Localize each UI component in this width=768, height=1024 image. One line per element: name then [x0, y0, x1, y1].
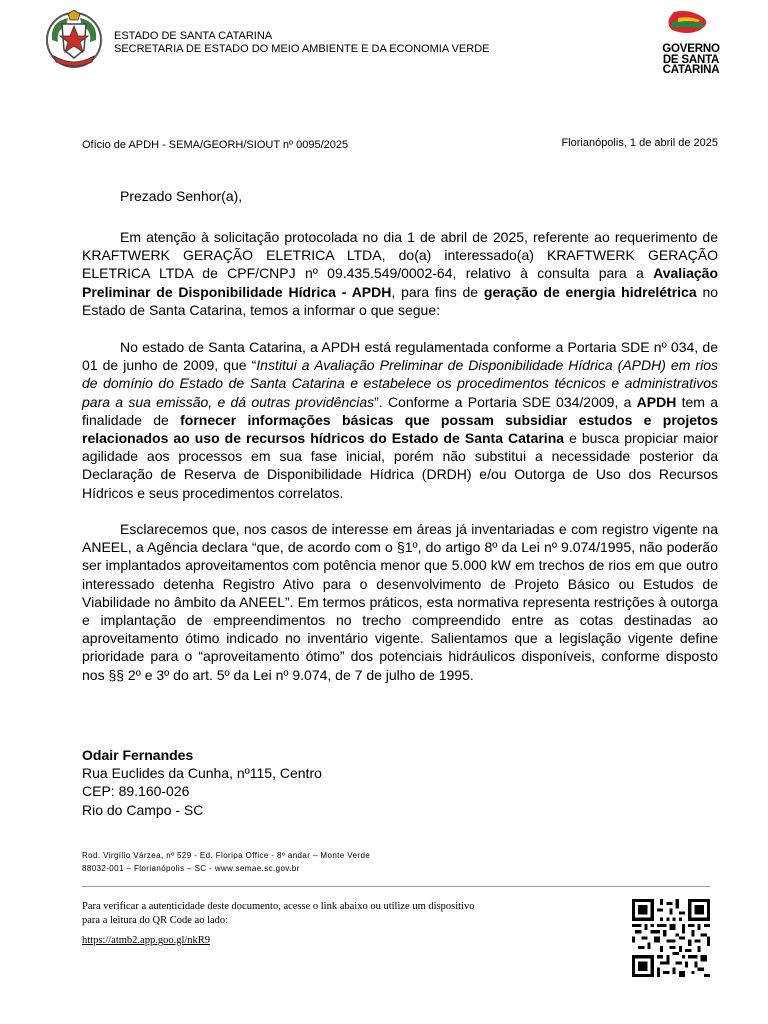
footer-address-line2: 88032-001 – Florianópolis – SC - www.semae.sc.gov.br: [82, 864, 300, 873]
p1-text-c: , para fins de: [391, 283, 484, 300]
footer-divider: [82, 886, 710, 887]
p2-text-a: No estado de Santa Catarina, a APDH está regulamentada conforme a Portaria SDE nº 034, de 01 de junho de 2009, que “: [82, 339, 718, 374]
header-state: ESTADO DE SANTA CATARINA: [114, 30, 273, 42]
p2-text-e: tem a finalidade de: [82, 393, 718, 428]
paragraph-1: [82, 228, 718, 319]
header-department: SECRETARIA DE ESTADO DO MEIO AMBIENTE E DA ECONOMIA VERDE: [114, 43, 490, 55]
gov-logo-line2: DE SANTA: [662, 53, 720, 66]
p2-apdh: APDH: [636, 393, 677, 410]
p3-text: Esclarecemos que, nos casos de interesse em áreas já inventariadas e com registro vigente na ANEEL, a Agência declara “que, de acordo com o §1º, do artigo 8º da Lei nº 9.074/1995, não poderão ser implantados aproveitamentos com potência menor que 5.000 kW em trechos de rios em que outro interessado detenha Registro Ativo para o desenvolvimento de Projeto Básico ou Estudos de Viabilidade no âmbito da ANEEL”. Em termos práticos, esta normativa representa restrições à outorga e implantação de empreendimentos no trecho compreendido entre as cotas destinadas ao aproveitamento ótimo indicado no inventário vigente. Salientamos que a legislação vigente define prioridade para o “aproveitamento ótimo” dos potenciais hidráulicos disponíveis, conforme disposto nos §§ 2º e 3º do art. 5º da Lei nº 9.074, de 7 de julho de 1995.: [82, 521, 718, 683]
salutation: Prezado Senhor(a),: [120, 188, 243, 204]
letter-date: Florianópolis, 1 de abril de 2025: [561, 137, 718, 149]
gov-logo-line1: GOVERNO: [662, 43, 720, 55]
state-coat-of-arms-icon: [44, 10, 104, 70]
p1-text-a: Em atenção à solicitação protocolada no dia 1 de abril de 2025, referente ao requerimento de KRAFTWERK GERAÇÃO ELETRICA LTDA, do(a) interessado(a) KRAFTWERK GERAÇÃO ELETRICA LTDA de CPF/CNPJ nº 09.435.549/0002-64, relativo à consulta para a: [82, 229, 718, 282]
letter-reference: Ofício de APDH - SEMA/GEORH/SIOUT nº 0095/2025: [82, 139, 349, 151]
p2-text-c: ”. Conforme a Portaria SDE 034/2009, a: [374, 393, 637, 410]
p2-purpose: fornecer informações básicas que possam subsidiar estudos e projetos relacionados ao uso de recursos hídricos do Estado de Santa Catarina: [82, 411, 718, 447]
verification-text: Para verificar a autenticidade deste documento, acesse o link abaixo ou utilize um dispositivo para a leitura do QR Code ao lado:: [82, 901, 475, 926]
paragraph-3: [82, 520, 718, 684]
recipient-city: Rio do Campo - SC: [82, 801, 204, 818]
qr-code-icon[interactable]: [632, 899, 710, 977]
verification-link[interactable]: https://atmb2.app.goo.gl/nkR9: [82, 935, 211, 946]
p1-purpose: geração de energia hidrelétrica: [483, 283, 697, 300]
verification-block: [82, 900, 482, 948]
footer-address-line1: Rod. Virgílio Várzea, nº 529 - Ed. Floripa Office - 8º andar – Monte Verde: [82, 851, 371, 860]
recipient-cep: CEP: 89.160-026: [82, 783, 190, 800]
p2-text-g: e busca propiciar maior agilidade aos processos em sua fase inicial, porém não substitui a necessidade posterior da Declaração de Reserva de Disponibilidade Hídrica (DRDH) e/ou Outorga de Uso dos Recursos Hídricos e seus procedimentos correlatos.: [82, 430, 718, 501]
recipient-street: Rua Euclides da Cunha, nº115, Centro: [82, 765, 322, 782]
recipient-name: Odair Fernandes: [82, 747, 194, 763]
p2-portaria-quote: Institui a Avaliação Preliminar de Disponibilidade Hídrica (APDH) em rios de domínio do Estado de Santa Catarina e estabelece os procedimentos técnicos e administrativos para a sua emissão, e dá outras providências: [82, 357, 718, 410]
p1-text-e: no Estado de Santa Catarina, temos a informar o que segue:: [82, 283, 719, 318]
p1-apdh-title: Avaliação Preliminar de Disponibilidade Hídrica - APDH: [82, 265, 718, 300]
footer-address: [82, 849, 370, 875]
recipient-block: [82, 746, 322, 819]
government-logo-text: [658, 44, 724, 76]
gov-logo-line3: CATARINA: [662, 64, 720, 76]
paragraph-2: [82, 338, 718, 502]
header-titles: [114, 30, 490, 56]
